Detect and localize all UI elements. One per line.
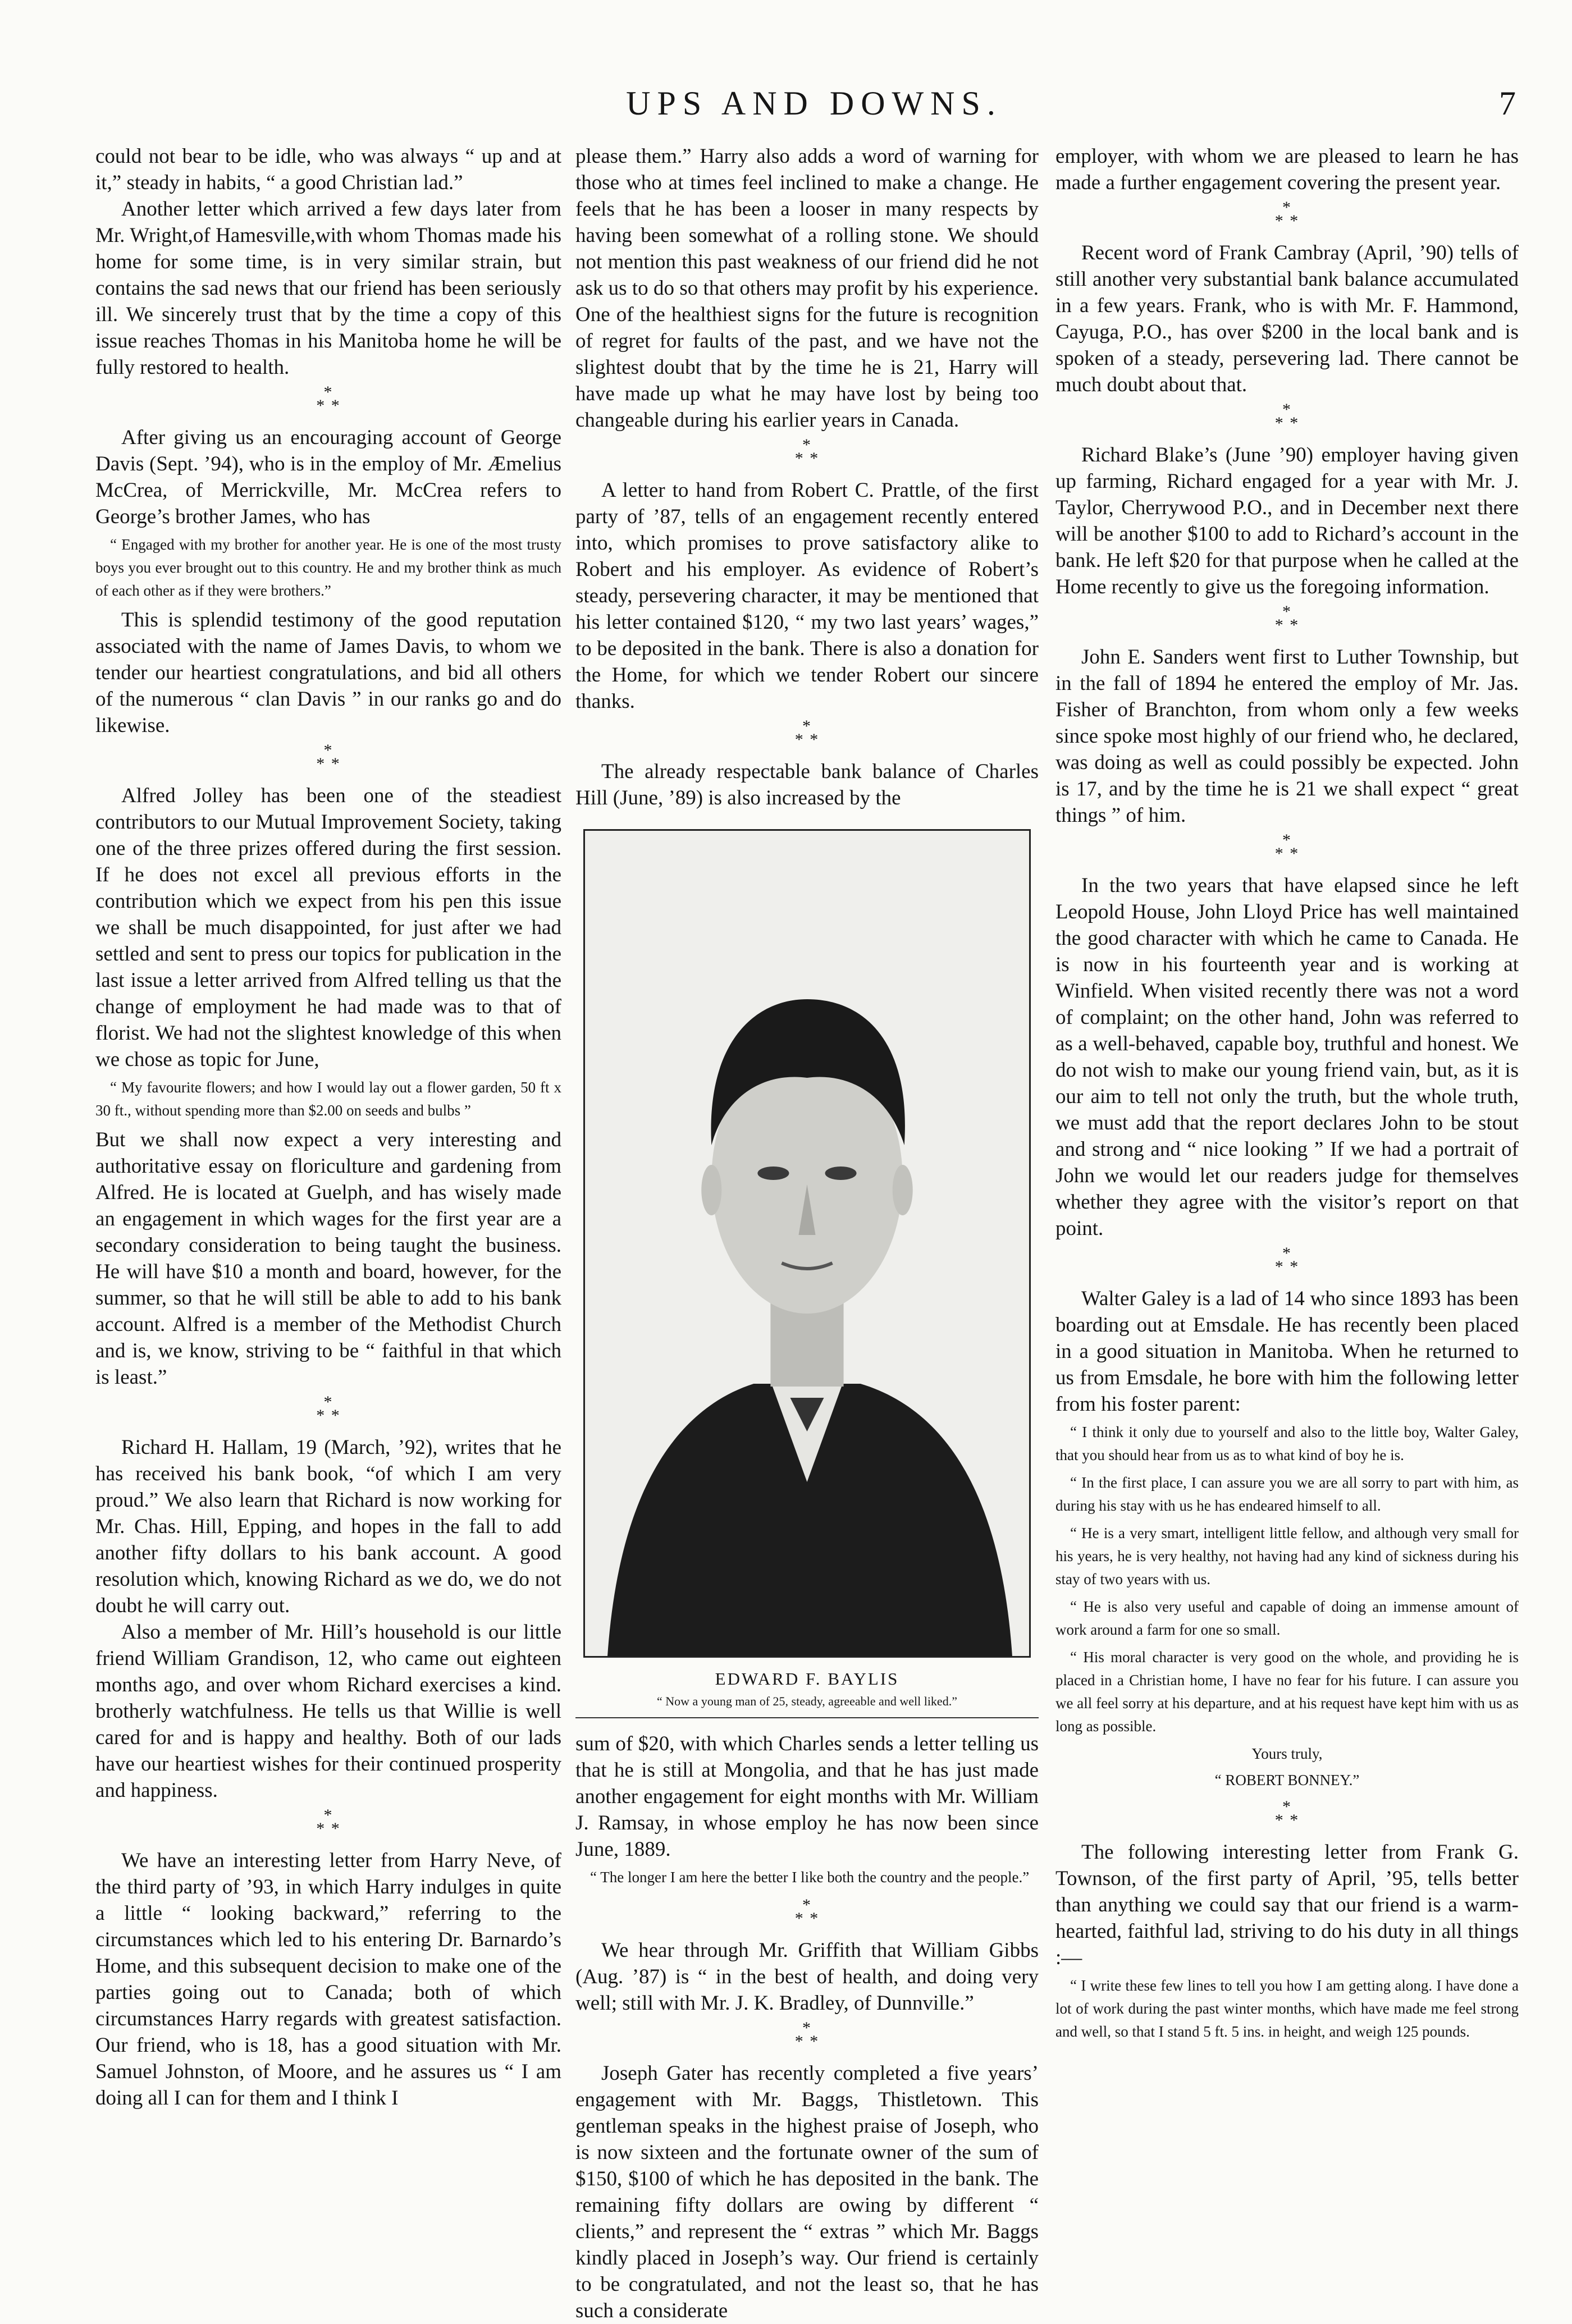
quotation: “ He is also very useful and capable of doing an immense amount of work around a farm for one so small. (1055, 1598, 1519, 1638)
paragraph: please them.” Harry also adds a word of warning for those who at times feel inclined to make a change. He feels that he has been a looser in many respects by having been somewhat of a rolling stone. We should not mention this past weakness of our friend did he not ask us to do so that others may profit by his experience. One of the healthiest signs for the future is recognition of regret for faults of the past, and we have not the slightest doubt that by the time he is 21, Harry will have made up what he may have lost by being too changeable during his earlier years in Canada. (575, 145, 1039, 432)
photo-subcaption: “ Now a young man of 25, steady, agreeable and well liked.” (657, 1694, 957, 1708)
divider (575, 1717, 1039, 1718)
quotation: “ I think it only due to yourself and also to the little boy, Walter Galey, that you should hear from us as to what kind of boy he is. (1055, 1424, 1519, 1463)
section-separator: * * * (316, 383, 341, 415)
page-number: 7 (1499, 85, 1516, 122)
photo-caption: EDWARD F. BAYLIS (715, 1669, 899, 1689)
paragraph: The already respectable bank balance of Charles Hill (June, ’89) is also increased by the (575, 760, 1039, 809)
quotation: “ I write these few lines to tell you how I am getting along. I have done a lot of work during the past winter months, which have made me feel strong and well, so that I stand 5 ft. 5 ins. in height, and weigh 125 pounds. (1055, 1977, 1519, 2040)
paragraph: sum of $20, with which Charles sends a letter telling us that he is still at Mongolia, and that he has just made another engagement for eight months with Mr. William J. Ramsay, in whose employ he has now been since June, 1889. (575, 1732, 1039, 1861)
quotation: “ His moral character is very good on the whole, and providing he is placed in a Christian home, I have no fear for his future. I can assure you we all feel sorry at his departure, and at his request have kept him with us as long as possible. (1055, 1649, 1519, 1735)
portrait-illustration (585, 831, 1029, 1656)
paragraph: After giving us an encouraging account of George Davis (Sept. ’94), who is in the employ of Mr. Æmelius McCrea, of Merrickville, Mr. McCrea refers to George’s brother James, who has (95, 426, 561, 528)
quotation: “ He is a very smart, intelligent little fellow, and although very small for his years, he is very healthy, not having had any kind of sickness during his stay of two years with us. (1055, 1525, 1519, 1588)
paragraph: Recent word of Frank Cambray (April, ’90) tells of still another very substantial bank balance accumulated in a few years. Frank, who is with Mr. F. Hammond, Cayuga, P.O., has over $200 in the local bank and is spoken of a steady, persevering lad. There cannot be much doubt about that. (1055, 241, 1519, 396)
section-separator: * * * (316, 1806, 341, 1838)
page-header (0, 84, 1572, 135)
quotation: “ Engaged with my brother for another year. He is one of the most trusty boys you ever brought out to this country. He and my brother think as much of each other as if they were brothers.” (95, 536, 561, 599)
quotation: “ In the first place, I can assure you we are all sorry to part with him, as during his stay with us he has endeared himself to all. (1055, 1474, 1519, 1514)
section-separator: * * * (1274, 602, 1300, 634)
section-separator: * * * (1274, 400, 1300, 432)
column-3 (1055, 143, 1519, 2048)
section-separator: * * * (794, 2019, 820, 2051)
section-separator: * * * (1274, 198, 1300, 230)
paragraph: Alfred Jolley has been one of the steadiest contributors to our Mutual Improvement Society, taking one of the three prizes offered during the first session. If he does not excel all previous efforts in the contribution which we expect from his pen this issue we shall be much disappointed, for just after we had settled and sent to press our topics for publication in the last issue a letter arrived from Alfred telling us that the change of employment he had made was to that of florist. We had not the slightest knowledge of this when we chose as topic for June, (95, 784, 561, 1071)
letter-signature: “ ROBERT BONNEY.” (1214, 1772, 1360, 1788)
paragraph: A letter to hand from Robert C. Prattle, of the first party of ’87, tells of an engagement recently entered into, which promises to prove satisfactory alike to Robert and his employer. As evidence of Robert’s steady, persevering character, it may be mentioned that his letter contained $120, “ my two last years’ wages,” to be deposited in the bank. There is also a donation for the Home, for which we tender Robert our sincere thanks. (575, 479, 1039, 713)
column-2 (575, 143, 1039, 2324)
paragraph: Walter Galey is a lad of 14 who since 1893 has been boarding out at Emsdale. He has recently been placed in a good situation in Manitoba. When he returned to us from Emsdale, he bore with him the following letter from his foster parent: (1055, 1287, 1519, 1416)
paragraph: employer, with whom we are pleased to learn he has made a further engagement covering the present year. (1055, 145, 1519, 194)
paragraph: But we shall now expect a very interesting and authoritative essay on floriculture and gardening from Alfred. He is located at Guelph, and has wisely made an engagement in which wages for the first year are a secondary consideration to being taught the business. He will have $10 a month and board, however, for the summer, so that he will still be able to add to his bank account. Alfred is a member of the Methodist Church and is, we know, striving to be “ faithful in that which is least.” (95, 1128, 561, 1389)
section-separator: * * * (794, 717, 820, 749)
paragraph: Richard H. Hallam, 19 (March, ’92), writes that he has received his bank book, “of which I am very proud.” We also learn that Richard is now working for Mr. Chas. Hill, Epping, and hopes in the fall to add another fifty dollars to his bank account. A good resolution which, knowing Richard as we do, we do not doubt he will carry out. (95, 1436, 561, 1617)
section-separator: * * * (316, 1393, 341, 1425)
paragraph: Richard Blake’s (June ’90) employer having given up farming, Richard engaged for a year with Mr. J. Taylor, Cherrywood P.O., and in December next there will be another $100 to add to Richard’s account in the bank. He left $20 for that purpose when he called at the Home recently to give us the foregoing information. (1055, 443, 1519, 598)
section-separator: * * * (794, 1896, 820, 1928)
paragraph: Joseph Gater has recently completed a five years’ engagement with Mr. Baggs, Thistletown. This gentleman speaks in the highest praise of Joseph, who is now sixteen and the fortunate owner of the sum of $150, $100 of which he has deposited in the bank. The remaining fifty dollars are owing by different “ clients,” and represent the “ extras ” which Mr. Baggs kindly placed in Joseph’s way. Our friend is certainly to be congratulated, and not the least so, that he has such a considerate (575, 2062, 1039, 2322)
letter-closing: Yours truly, (1251, 1745, 1323, 1762)
paragraph: Also a member of Mr. Hill’s household is our little friend William Grandison, 12, who came out eighteen months ago, and over whom Richard exercises a kind. brotherly watchfulness. He tells us that Willie is well cared for and is happy and healthy. Both of our lads have our heartiest wishes for their continued prosperity and happiness. (95, 1621, 561, 1802)
section-separator: * * * (794, 436, 820, 468)
running-title: UPS AND DOWNS. (626, 85, 1002, 122)
paragraph: The following interesting letter from Frank G. Townson, of the first party of April, ’95, tells better than anything we could say that our friend is a warm-hearted, faithful lad, striving to do his duty in all things :— (1055, 1841, 1519, 1969)
section-separator: * * * (1274, 1244, 1300, 1276)
paragraph: We have an interesting letter from Harry Neve, of the third party of ’93, in which Harry indulges in quite a little “ looking backward,” referring to the circumstances which led to his entering Dr. Barnardo’s Home, and this subsequent decision to make one of the parties going out to Canada; both of which circumstances Harry regards with greatest satisfaction. Our friend, who is 18, has a good situation with Mr. Samuel Johnston, of Moore, and he assures us “ I am doing all I can for them and I think I (95, 1849, 561, 2110)
paragraph: In the two years that have elapsed since he left Leopold House, John Lloyd Price has well maintained the good character with which he came to Canada. He is now in his fourteenth year and is working at Winfield. When visited recently there was not a word of complaint; on the other hand, John was referred to as a well-behaved, capable boy, truthful and honest. We do not wish to make our young friend vain, but, as it is our aim to tell not only the truth, but the whole truth, we must add that the report declares John to be stout and strong and “ nice looking ” If we had a portrait of John we would let our readers judge for themselves whether they agree with the visitor’s report on that point. (1055, 874, 1519, 1240)
paragraph: This is splendid testimony of the good reputation associated with the name of James Davis, to whom we tender our heartiest congratulations, and bid all others of the numerous “ clan Davis ” in our ranks go and do likewise. (95, 609, 561, 737)
section-separator: * * * (1274, 1797, 1300, 1829)
paragraph: John E. Sanders went first to Luther Township, but in the fall of 1894 he entered the employ of Mr. Jas. Fisher of Branchton, from whom only a few weeks since spoke most highly of our friend who, he declared, was doing as well as could possibly be expected. John is 17, and by the time he is 21 we shall expect “ great things ” of him. (1055, 646, 1519, 827)
quotation: “ The longer I am here the better I like both the country and the people.” (590, 1869, 1030, 1886)
portrait-photo (583, 829, 1031, 1658)
section-separator: * * * (1274, 831, 1300, 863)
column-1 (95, 143, 561, 2111)
quotation: “ My favourite flowers; and how I would lay out a flower garden, 50 ft x 30 ft., without spending more than $2.00 on seeds and bulbs ” (95, 1079, 561, 1119)
section-separator: * * * (316, 741, 341, 773)
paragraph: Another letter which arrived a few days later from Mr. Wright,of Hamesville,with whom Thomas made his home for some time, is in very similar strain, but contains the sad news that our friend has been seriously ill. We sincerely trust that by the time a copy of this issue reaches Thomas in his Manitoba home he will be fully restored to health. (95, 198, 561, 379)
paragraph: could not bear to be idle, who was always “ up and at it,” steady in habits, “ a good Christian lad.” (95, 145, 561, 194)
paragraph: We hear through Mr. Griffith that William Gibbs (Aug. ’87) is “ in the best of health, and doing very well; still with Mr. J. K. Bradley, of Dunnville.” (575, 1939, 1039, 2015)
